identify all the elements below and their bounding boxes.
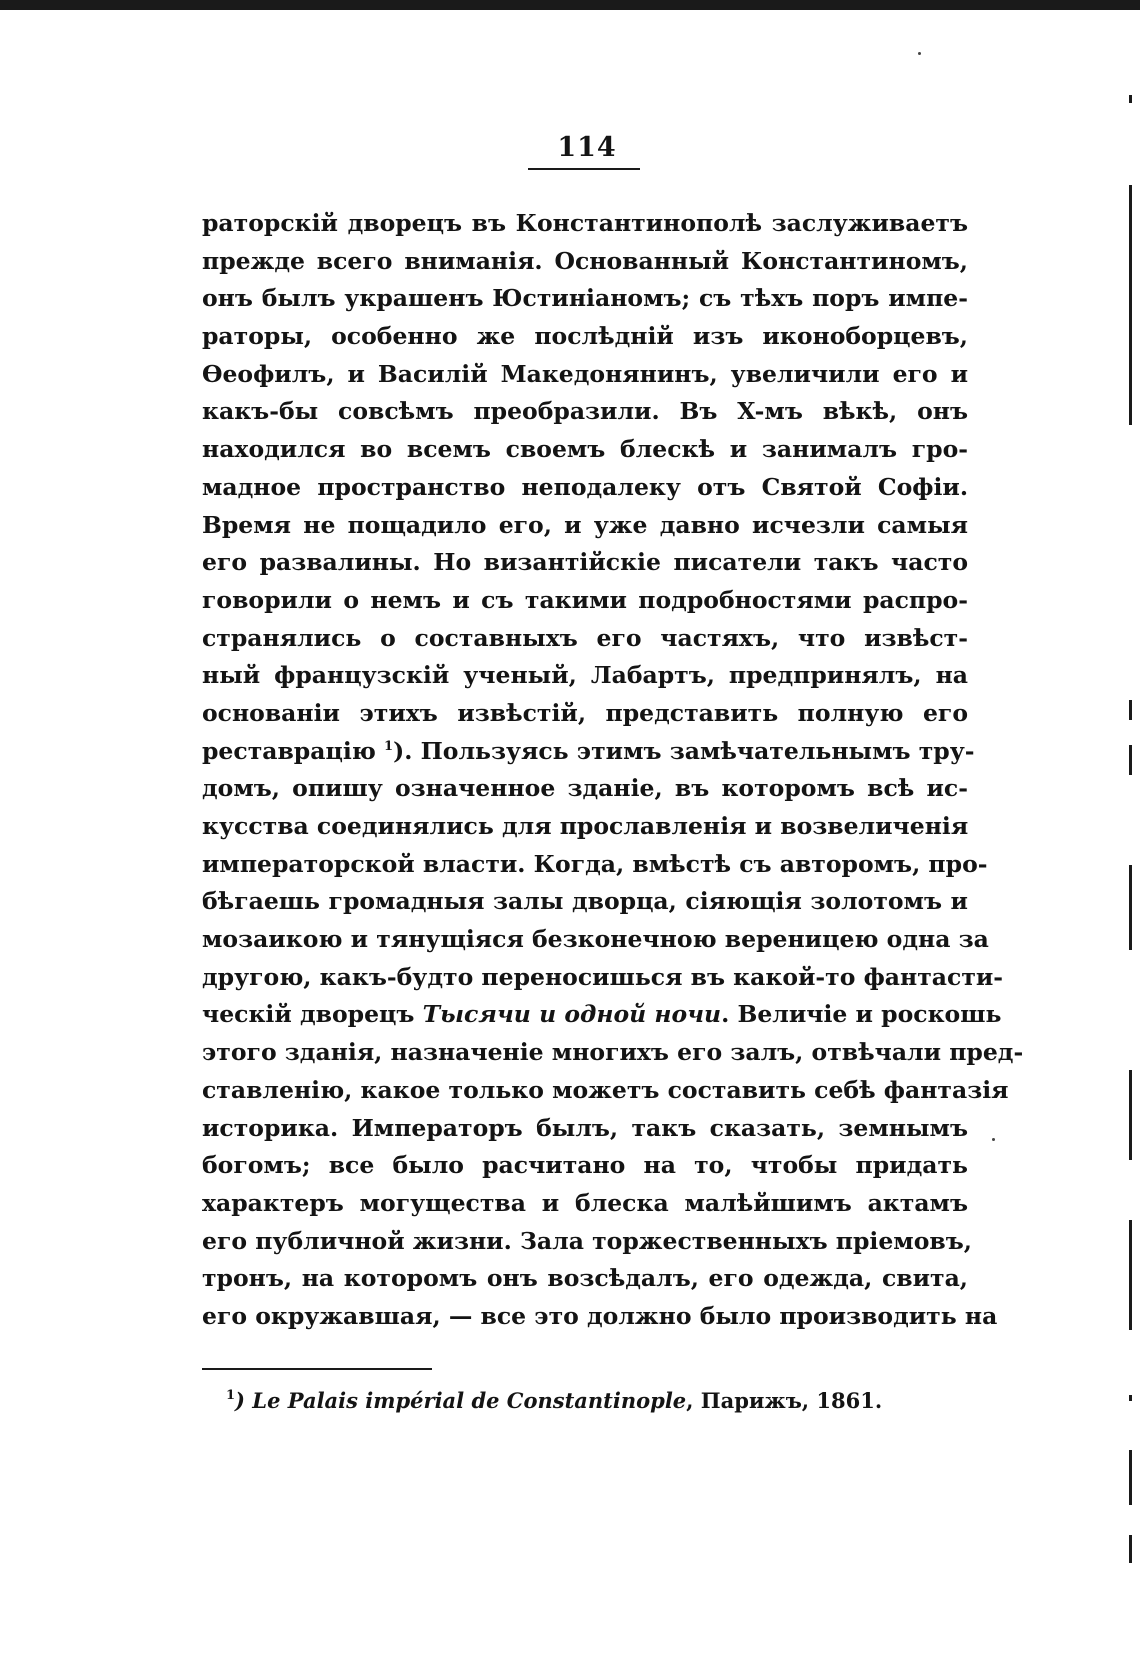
- text-line-italic-title: [202, 996, 1002, 1034]
- text-line: какъ-бы совсѣмъ преобразили. Въ X-мъ вѣкѣ, онъ: [202, 397, 968, 426]
- text-line-last: его окружавшая, — все это должно было производить на: [202, 1301, 998, 1330]
- text-line: богомъ; все было расчитано на то, чтобы придать: [202, 1151, 968, 1180]
- text-line: говорили о немъ и съ такими подробностями распро-: [202, 585, 968, 614]
- text-line: бѣгаешь громадныя залы дворца, сіяющія золотомъ и: [202, 887, 968, 916]
- text-line: его развалины. Но византійскіе писатели такъ часто: [202, 548, 968, 577]
- text-line: онъ былъ украшенъ Юстиніаномъ; съ тѣхъ поръ импе-: [202, 284, 968, 313]
- scan-edge-mark: [1129, 700, 1132, 720]
- text-line: его публичной жизни. Зала торжественныхъ пріемовъ,: [202, 1226, 972, 1255]
- text-line: императорской власти. Когда, вмѣстѣ съ авторомъ, про-: [202, 849, 988, 878]
- footnote-marker: 1: [226, 1388, 236, 1403]
- text-line: раторскій дворецъ въ Константинополѣ заслуживаетъ: [202, 209, 968, 237]
- text-line: странялись о составныхъ его частяхъ, что извѣст-: [202, 623, 968, 652]
- text-line: ставленію, какое только можетъ составить себѣ фантазія: [202, 1075, 1009, 1104]
- body-text: [202, 205, 1024, 1336]
- footnote-paren: ): [235, 1388, 245, 1413]
- page-number-rule: [528, 168, 640, 170]
- scan-edge-mark: [1129, 1450, 1132, 1505]
- text-line: раторы, особенно же послѣдній изъ иконоборцевъ,: [202, 322, 968, 351]
- line-text-after: ). Пользуясь этимъ замѣчательнымъ тру-: [393, 736, 975, 765]
- footnote-rule: [202, 1368, 432, 1370]
- italic-title: Тысячи и одной ночи: [422, 1000, 722, 1029]
- text-line: характеръ могущества и блеска малѣйшимъ актамъ: [202, 1188, 968, 1217]
- text-line: основаніи этихъ извѣстій, представить полную его: [202, 698, 968, 727]
- text-line: Ѳеофилъ, и Василій Македонянинъ, увеличили его и: [202, 359, 968, 388]
- scan-edge-mark: [1129, 1070, 1132, 1160]
- line-text-before: ческій дворецъ: [202, 1000, 423, 1029]
- scan-edge-mark: [1129, 745, 1132, 775]
- text-line: мадное пространство неподалеку отъ Святой Софіи.: [202, 472, 968, 501]
- text-line: прежде всего вниманія. Основанный Константиномъ,: [202, 246, 968, 275]
- text-line: этого зданія, назначеніе многихъ его залъ, отвѣчали пред-: [202, 1038, 1024, 1067]
- text-line-footnote-ref: [202, 733, 975, 771]
- text-line: Время не пощадило его, и уже давно исчезли самыя: [202, 510, 968, 539]
- scan-edge-mark: [1129, 1395, 1132, 1401]
- text-line: другою, какъ-будто переносишься въ какой-то фантасти-: [202, 962, 1004, 991]
- page-number: 114: [557, 132, 617, 163]
- text-line: домъ, опишу означенное зданіе, въ которомъ всѣ ис-: [202, 774, 968, 803]
- text-line: находился во всемъ своемъ блескѣ и занималъ гро-: [202, 435, 968, 464]
- text-line: историка. Императоръ былъ, такъ сказать, земнымъ: [202, 1113, 968, 1142]
- scan-speck: [992, 1138, 995, 1141]
- line-text-after: . Величіе и роскошь: [721, 1000, 1002, 1029]
- scan-edge-mark: [1129, 1220, 1132, 1330]
- text-line: ный французскій ученый, Лабартъ, предпринялъ, на: [202, 661, 968, 690]
- line-text-before: реставрацію: [202, 736, 385, 765]
- footnote: [226, 1384, 946, 1418]
- scan-edge-mark: [1129, 185, 1132, 425]
- scan-edge-mark: [1129, 1535, 1132, 1563]
- text-line: мозаикою и тянущіяся безконечною вереницею одна за: [202, 925, 989, 954]
- top-border: [0, 0, 1140, 10]
- footnote-ref-marker: 1: [384, 738, 394, 754]
- scan-speck: [918, 52, 921, 55]
- scan-edge-mark: [1129, 95, 1132, 103]
- scan-edge-mark: [1129, 865, 1132, 950]
- text-line: тронъ, на которомъ онъ возсѣдалъ, его одежда, свита,: [202, 1264, 968, 1293]
- text-line: кусства соединялись для прославленія и возвеличенія: [202, 812, 969, 840]
- footnote-title: Le Palais impérial de Constantinople: [252, 1388, 687, 1413]
- footnote-rest: , Парижъ, 1861.: [686, 1388, 883, 1413]
